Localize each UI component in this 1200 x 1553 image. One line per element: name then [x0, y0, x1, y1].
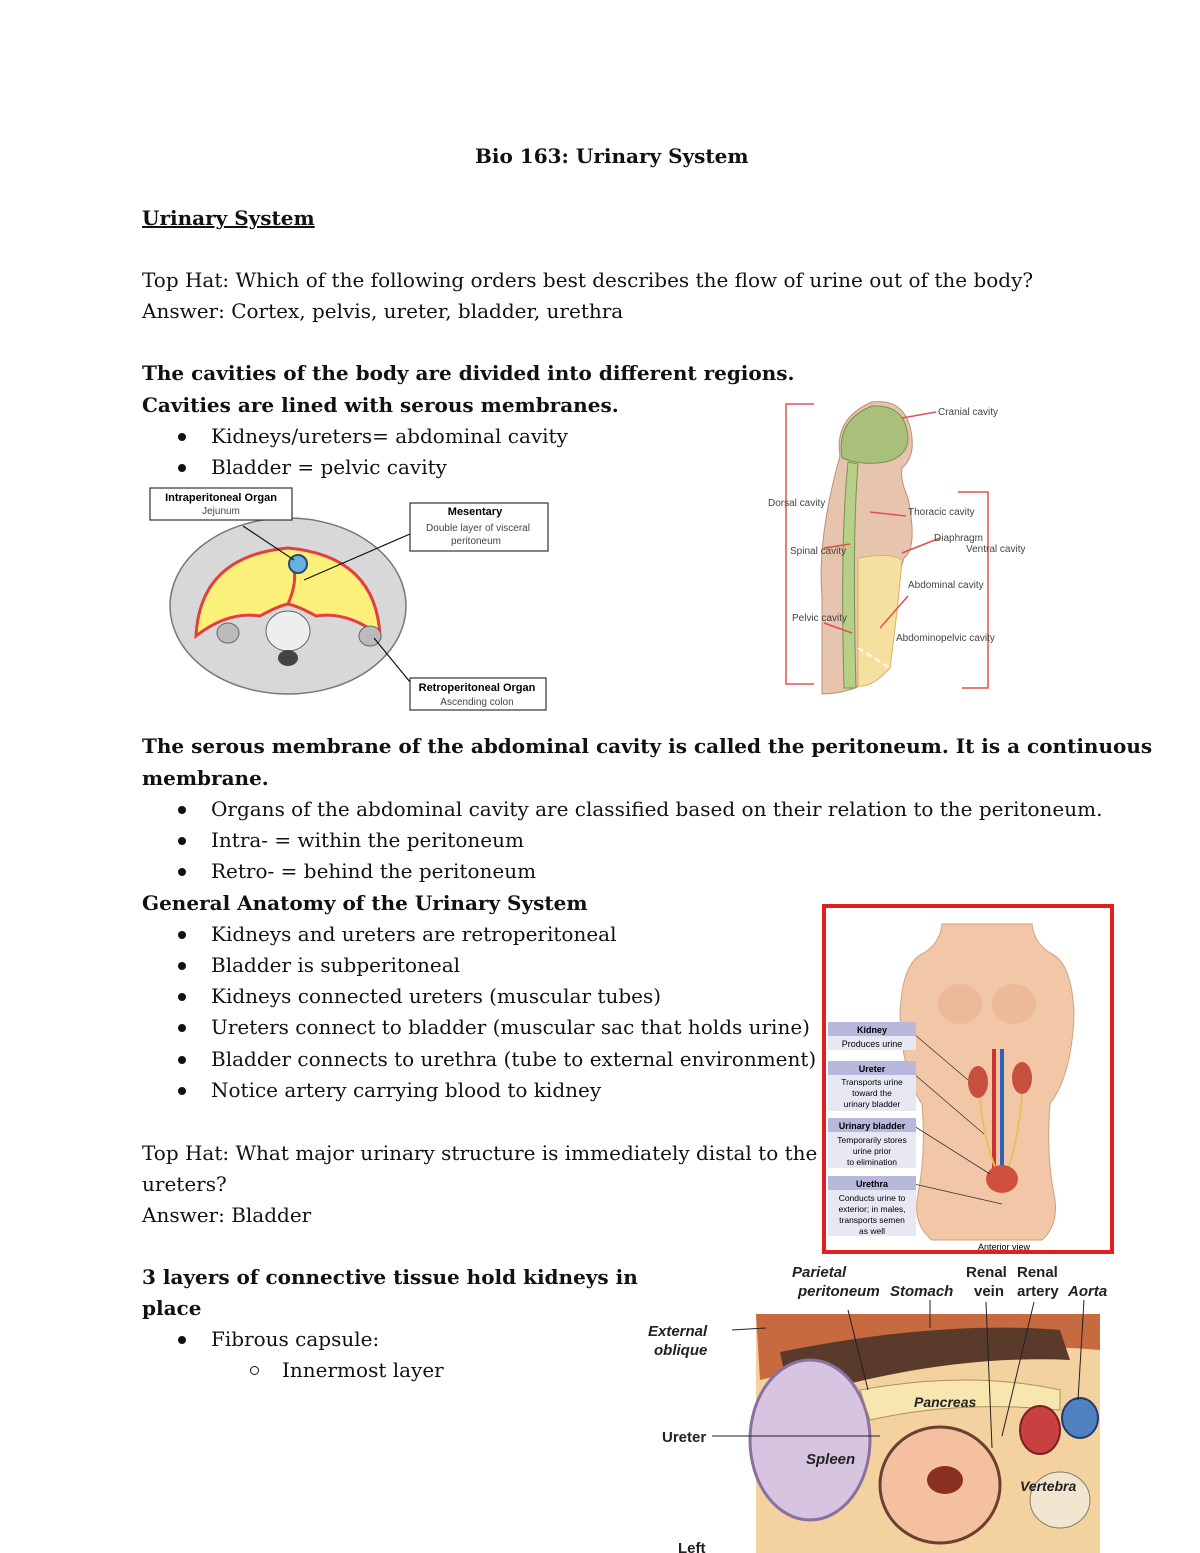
left-label: Left: [678, 1540, 706, 1553]
spinal-cavity-label: Spinal cavity: [790, 546, 847, 557]
spleen-label: Spleen: [806, 1451, 856, 1468]
abdominopelvic-cavity-label: Abdominopelvic cavity: [896, 633, 995, 644]
tophat1-answer: Answer: Cortex, pelvis, ureter, bladder, urethra: [142, 299, 624, 323]
dorsal-cavity-label: Dorsal cavity: [768, 498, 826, 509]
cavities-line2: Cavities are lined with serous membranes.: [142, 393, 619, 417]
renal-artery-label-2: artery: [1017, 1283, 1059, 1300]
list-item: Fibrous capsule:: [211, 1327, 380, 1351]
urethra-label: Urethra: [855, 1179, 889, 1189]
retro-label: Retroperitoneal Organ: [418, 682, 536, 694]
stomach-label: Stomach: [890, 1283, 954, 1300]
external-oblique-label-1: External: [648, 1323, 708, 1340]
list-item: Bladder = pelvic cavity: [211, 455, 447, 479]
intra-sub-label: Jejunum: [202, 506, 240, 517]
bullet-dot: [178, 868, 186, 876]
bullet-dot: [178, 1087, 186, 1095]
bullet-dot: [178, 931, 186, 939]
renal-artery-label-1: Renal: [1017, 1264, 1058, 1281]
mesentary-sub-label-2: peritoneum: [450, 536, 502, 547]
bullet-dot: [178, 806, 186, 814]
pancreas-label: Pancreas: [914, 1394, 977, 1410]
bullet-dot: [178, 1336, 186, 1344]
ventral-cavity-label: Ventral cavity: [966, 544, 1026, 555]
vertebra-label: Vertebra: [1020, 1478, 1077, 1494]
ureter-desc-1: Transports urine: [841, 1077, 903, 1087]
bullet-dot: [178, 433, 186, 441]
tophat1-question: Top Hat: Which of the following orders best describes the flow of urine out of the body?: [142, 268, 1034, 292]
peritoneum-line1: The serous membrane of the abdominal cavity is called the peritoneum. It is a continuous: [142, 734, 1153, 758]
list-item: Retro- = behind the peritoneum: [211, 859, 537, 883]
abdominal-cavity-label: Abdominal cavity: [908, 580, 984, 591]
list-item: Notice artery carrying blood to kidney: [211, 1078, 602, 1102]
kidney-cross-section-figure: [640, 1260, 1110, 1553]
ureter-fig-label: Ureter: [662, 1429, 707, 1446]
sub-bullet-circle: [250, 1366, 259, 1375]
bullet-dot: [178, 993, 186, 1001]
section-heading: Urinary System: [142, 206, 315, 230]
list-item: Kidneys/ureters= abdominal cavity: [211, 424, 568, 448]
ureter-label: Ureter: [858, 1064, 886, 1074]
bullet-dot: [178, 962, 186, 970]
intra-label: Intraperitoneal Organ: [165, 492, 277, 504]
kidney-desc: Produces urine: [841, 1039, 903, 1049]
tophat2-answer: Answer: Bladder: [142, 1203, 312, 1227]
layers-line2: place: [142, 1296, 202, 1320]
retro-sub-label: Ascending colon: [440, 697, 514, 708]
urethra-desc-4: as well: [859, 1226, 885, 1236]
list-item: Bladder is subperitoneal: [211, 953, 461, 977]
thoracic-cavity-label: Thoracic cavity: [908, 507, 975, 518]
list-item: Organs of the abdominal cavity are classified based on their relation to the peritoneum.: [211, 797, 1103, 821]
bullet-dot: [178, 1056, 186, 1064]
bullet-dot: [178, 464, 186, 472]
body-cavities-figure: [762, 398, 1026, 698]
pelvic-cavity-label: Pelvic cavity: [792, 613, 848, 624]
tophat2-question-2: ureters?: [142, 1172, 227, 1196]
mesentary-sub-label-1: Double layer of visceral: [426, 523, 530, 534]
peritoneum-line2: membrane.: [142, 766, 269, 790]
renal-vein-label-2: vein: [974, 1283, 1005, 1300]
urinary-system-figure: [822, 904, 1114, 1256]
urethra-desc-3: transports semen: [839, 1215, 905, 1225]
list-item: Ureters connect to bladder (muscular sac that holds urine): [211, 1015, 810, 1039]
ureter-desc-2: toward the: [852, 1088, 892, 1098]
cavities-line1: The cavities of the body are divided into different regions.: [142, 361, 795, 385]
list-subitem: Innermost layer: [282, 1358, 444, 1382]
bullet-dot: [178, 1024, 186, 1032]
parietal-label-1: Parietal: [792, 1264, 847, 1281]
cranial-cavity-label: Cranial cavity: [938, 407, 999, 418]
list-item: Intra- = within the peritoneum: [211, 828, 524, 852]
bladder-desc-2: urine prior: [852, 1146, 892, 1156]
list-item: Kidneys and ureters are retroperitoneal: [211, 922, 617, 946]
abdominal-cross-section-figure: [148, 486, 550, 714]
bullet-dot: [178, 837, 186, 845]
urethra-desc-1: Conducts urine to: [838, 1193, 906, 1203]
general-heading: General Anatomy of the Urinary System: [142, 891, 588, 915]
ureter-desc-3: urinary bladder: [843, 1099, 901, 1109]
list-item: Kidneys connected ureters (muscular tubes): [211, 984, 662, 1008]
tophat2-question-1: Top Hat: What major urinary structure is immediately distal to the: [142, 1141, 818, 1165]
kidney-label: Kidney: [856, 1025, 888, 1035]
renal-vein-label-1: Renal: [966, 1264, 1007, 1281]
list-item: Bladder connects to urethra (tube to external environment): [211, 1047, 817, 1071]
page-title: Bio 163: Urinary System: [475, 144, 749, 168]
aorta-label: Aorta: [1068, 1283, 1108, 1300]
mesentary-label: Mesentary: [447, 506, 503, 518]
urethra-desc-2: exterior; in males,: [838, 1204, 906, 1214]
external-oblique-label-2: oblique: [654, 1342, 708, 1359]
parietal-label-2: peritoneum: [798, 1283, 880, 1300]
layers-line1: 3 layers of connective tissue hold kidneys in: [142, 1265, 638, 1289]
diaphragm-label: Diaphragm: [934, 533, 983, 544]
bladder-desc-3: to elimination: [846, 1157, 898, 1167]
anterior-view-caption: Anterior view: [977, 1242, 1031, 1252]
urinary-bladder-label: Urinary bladder: [838, 1121, 906, 1131]
bladder-desc-1: Temporarily stores: [837, 1135, 907, 1145]
